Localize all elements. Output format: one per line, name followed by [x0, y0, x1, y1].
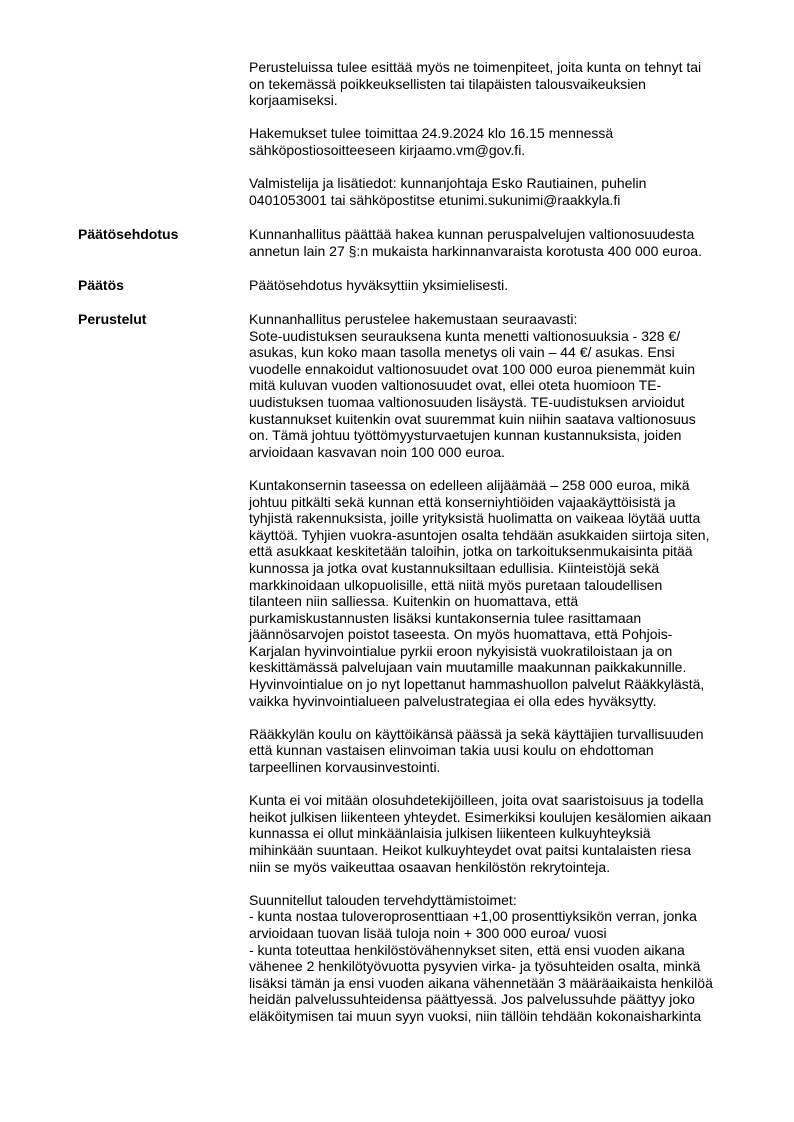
- text-line: Päätösehdotus hyväksyttiin yksimielisesti.: [249, 277, 509, 293]
- paragraph: [249, 226, 739, 259]
- paragraph: [249, 892, 739, 1025]
- text-line: Rääkkylän koulu on käyttöikänsä päässä ja sekä käyttäjien turvallisuuden: [249, 725, 704, 742]
- section-content: [249, 311, 739, 1025]
- paragraph: [249, 792, 739, 875]
- text-line: Kunta ei voi mitään olosuhdetekijöilleen, joita ovat saaristoisuus ja todella: [249, 792, 704, 809]
- text-line: vuodelle ennakoidut valtionosuudet ovat 100 000 euroa pienemmät kuin: [249, 360, 695, 377]
- text-line: Valmistelija ja lisätiedot: kunnanjohtaja Esko Rautiainen, puhelin: [249, 175, 647, 192]
- text-line: tilanteen niin salliessa. Kuitenkin on huomattava, että: [249, 593, 579, 610]
- text-line: - kunta nostaa tuloveroprosenttiaan +1,00 prosenttiyksikön verran, jonka: [249, 908, 697, 925]
- text-line: heikot julkisen liikenteen yhteydet. Esimerkiksi koulujen kesälomien aikaan: [249, 808, 712, 825]
- paragraph: [249, 175, 739, 208]
- text-line: vähenee 2 henkilötyövuotta pysyvien virka- ja työsuhteiden osalta, minkä: [249, 958, 701, 975]
- text-line: arvioidaan tuovan lisää tuloja noin + 300 000 euroa/ vuosi: [249, 924, 607, 941]
- text-line: kunnassa ei ollut minkäänlaisia julkisen liikenteen kulkuyhteyksiä: [249, 825, 651, 842]
- text-line: käyttöä. Tyhjien vuokra-asuntojen osalta tehdään asukkaiden siirtoja siten,: [249, 526, 710, 543]
- text-line: heidän palvelussuhteidensa päättyessä. Jos palvelussuhde päättyy joko: [249, 991, 695, 1008]
- text-line: on. Tämä johtuu työttömyysturvaetujen kunnan kustannuksista, joiden: [249, 427, 682, 444]
- paragraph: [249, 726, 739, 776]
- text-line: 0401053001 tai sähköpostitse etunimi.sukunimi@raakkyla.fi: [249, 191, 621, 208]
- section-content: [249, 226, 739, 259]
- text-line: Kunnanhallitus päättää hakea kunnan peruspalvelujen valtionosuudesta: [249, 226, 695, 242]
- text-line: Kuntakonsernin taseessa on edelleen alijäämää – 258 000 euroa, mikä: [249, 476, 690, 493]
- text-line: Karjalan hyvinvointialue pyrkii eroon nykyisistä vuokratiloistaan ja on: [249, 642, 673, 659]
- section-label: Päätösehdotus: [78, 226, 179, 242]
- paragraph: [249, 477, 739, 709]
- text-line: Hyvinvointialue on jo nyt lopettanut hammashuollon palvelut Rääkkylästä,: [249, 676, 705, 693]
- text-line: annetun lain 27 §:n mukaista harkinnanvaraista korotusta 400 000 euroa.: [249, 242, 702, 259]
- paragraph: [249, 125, 739, 158]
- text-line: on tekemässä poikkeuksellisten tai tilapäisten talousvaikeuksien: [249, 75, 646, 92]
- paragraph: [249, 59, 739, 109]
- text-line: Hakemukset tulee toimittaa 24.9.2024 klo 16.15 mennessä: [249, 125, 614, 142]
- text-line: mitä kuluvan vuoden valtionosuudet ovat, ellei oteta huomioon TE-: [249, 377, 662, 394]
- text-line: Perusteluissa tulee esittää myös ne toimenpiteet, joita kunta on tehnyt tai: [249, 59, 702, 75]
- text-line: kustannukset kuitenkin ovat suuremmat kuin niihin saatava valtionosuus: [249, 410, 696, 427]
- text-line: lisäksi tämän ja ensi vuoden aikana vähennetään 3 määräaikaista henkilöä: [249, 974, 713, 991]
- section-label: Perustelut: [78, 311, 147, 327]
- text-line: eläköitymisen tai muun syyn vuoksi, niin tällöin tehdään kokonaisharkinta: [249, 1007, 702, 1024]
- text-line: että kunnan vastaisen elinvoiman takia uusi koulu on ehdottoman: [249, 742, 654, 759]
- paragraph: [249, 277, 739, 294]
- text-line: niin se myös vaikeuttaa osaavan henkilöstön rekrytointeja.: [249, 858, 611, 875]
- text-line: keskittämässä palvelujaan vain muutamille maakunnan paikkakunnille.: [249, 659, 687, 676]
- text-line: että asukkaat keskitetään taloihin, jotka on tarkoituksenmukaisinta pitää: [249, 543, 693, 560]
- paragraph: [249, 311, 739, 460]
- text-line: uudistuksen tuomaa valtionosuuden lisäystä. TE-uudistuksen arvioidut: [249, 393, 685, 410]
- text-line: mihinkään suuntaan. Heikot kulkuyhteydet ovat paitsi kuntalaisten riesa: [249, 842, 692, 858]
- text-line: Suunnitellut talouden tervehdyttämistoimet:: [249, 891, 517, 908]
- text-line: arvioidaan kasvavan noin 100 000 euroa.: [249, 443, 506, 460]
- text-line: markkinoidaan ulkopuolisille, että niitä myös puretaan taloudellisen: [249, 576, 663, 593]
- text-line: jäännösarvojen poistot taseesta. On myös huomattava, että Pohjois-: [249, 626, 673, 643]
- text-line: korjaamiseksi.: [249, 92, 338, 109]
- text-line: purkamiskustannusten lisäksi kuntakonsernia tulee rasittamaan: [249, 609, 642, 626]
- text-line: kunnossa ja jotka ovat kustannuksiltaan edullisia. Kiinteistöjä sekä: [249, 559, 660, 576]
- text-line: tyhjistä rakennuksista, joille yrityksistä huolimatta on vaikeaa löytää uutta: [249, 510, 701, 527]
- text-line: asukas, kun koko maan tasolla menetys oli vain – 44 €/ asukas. Ensi: [249, 344, 675, 361]
- text-line: tarpeellinen korvausinvestointi.: [249, 759, 441, 776]
- text-line: - kunta toteuttaa henkilöstövähennykset siten, että ensi vuoden aikana: [249, 941, 685, 958]
- section-label: Päätös: [78, 277, 124, 293]
- text-line: vaikka hyvinvointialueen palvelustrategiaa ei olla edes hyväksytty.: [249, 692, 657, 709]
- section-content: [249, 277, 739, 294]
- intro-content: [249, 59, 739, 208]
- text-line: Sote-uudistuksen seurauksena kunta menetti valtionosuuksia - 328 €/: [249, 327, 681, 344]
- text-line: sähköpostiosoitteeseen kirjaamo.vm@gov.fi.: [249, 141, 526, 158]
- text-line: johtuu pitkälti sekä kunnan että konserniyhtiöiden vajaakäyttöisistä ja: [249, 493, 676, 510]
- text-line: Kunnanhallitus perustelee hakemustaan seuraavasti:: [249, 311, 578, 327]
